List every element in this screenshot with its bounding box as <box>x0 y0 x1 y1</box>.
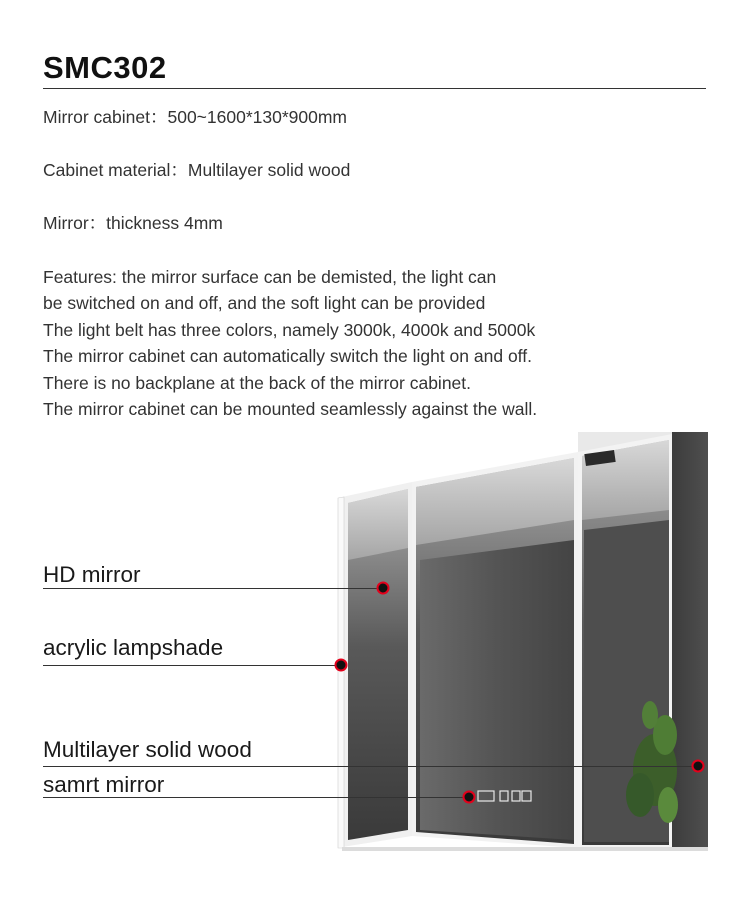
cabinet-side-panel <box>672 432 708 848</box>
light-reflection <box>584 450 615 466</box>
cabinet-frame-right <box>578 432 672 848</box>
callout-line-acrylic-lampshade <box>43 665 341 666</box>
feature-line: The mirror cabinet can be mounted seamlessly against the wall. <box>43 399 538 420</box>
reflection-ceiling-left <box>348 489 408 560</box>
reflection-ceiling-middle <box>416 458 574 545</box>
reflection-wall-middle <box>420 540 574 840</box>
acrylic-strip <box>338 497 344 848</box>
feature-line: Features: the mirror surface can be demisted, the light can <box>43 267 497 287</box>
plant-reflection <box>626 701 678 823</box>
callout-label-smart-mirror: samrt mirror <box>43 772 165 797</box>
callout-line-hd-mirror <box>43 588 383 589</box>
features-block <box>43 264 537 422</box>
callout-label-hd-mirror: HD mirror <box>43 562 141 587</box>
door-right-mirror <box>582 440 669 845</box>
reflection-ceiling-right <box>582 440 669 520</box>
cabinet-bottom-edge <box>342 847 708 851</box>
feature-line: be switched on and off, and the soft light can be provided <box>43 293 486 314</box>
door-middle-frame <box>412 452 578 848</box>
door-middle-mirror <box>416 458 574 844</box>
door-right-frame <box>578 434 672 848</box>
callout-line-multilayer-wood <box>43 766 698 767</box>
feature-line: There is no backplane at the back of the mirror cabinet. <box>43 372 472 393</box>
door-left-mirror <box>348 489 408 840</box>
callout-dot-hd-mirror <box>377 582 390 595</box>
callout-dot-smart-mirror <box>463 791 476 804</box>
spec-dimensions: Mirror cabinet：500~1600*130*900mm <box>43 107 347 127</box>
feature-line: The mirror cabinet can automatically switch the light on and off. <box>43 346 532 367</box>
callout-line-smart-mirror <box>43 797 469 798</box>
title-divider <box>43 88 706 89</box>
product-title: SMC302 <box>43 50 167 85</box>
spec-material: Cabinet material：Multilayer solid wood <box>43 160 351 180</box>
reflection-wall-right <box>584 520 669 842</box>
spec-mirror: Mirror：thickness 4mm <box>43 213 223 233</box>
callout-dot-acrylic-lampshade <box>335 659 348 672</box>
feature-line: The light belt has three colors, namely 3000k, 4000k and 5000k <box>43 319 536 340</box>
callout-label-multilayer-wood: Multilayer solid wood <box>43 737 252 762</box>
smart-display <box>478 791 531 801</box>
callout-label-acrylic-lampshade: acrylic lampshade <box>43 635 224 660</box>
callout-dot-multilayer-wood <box>692 760 705 773</box>
door-left-frame <box>342 482 412 847</box>
